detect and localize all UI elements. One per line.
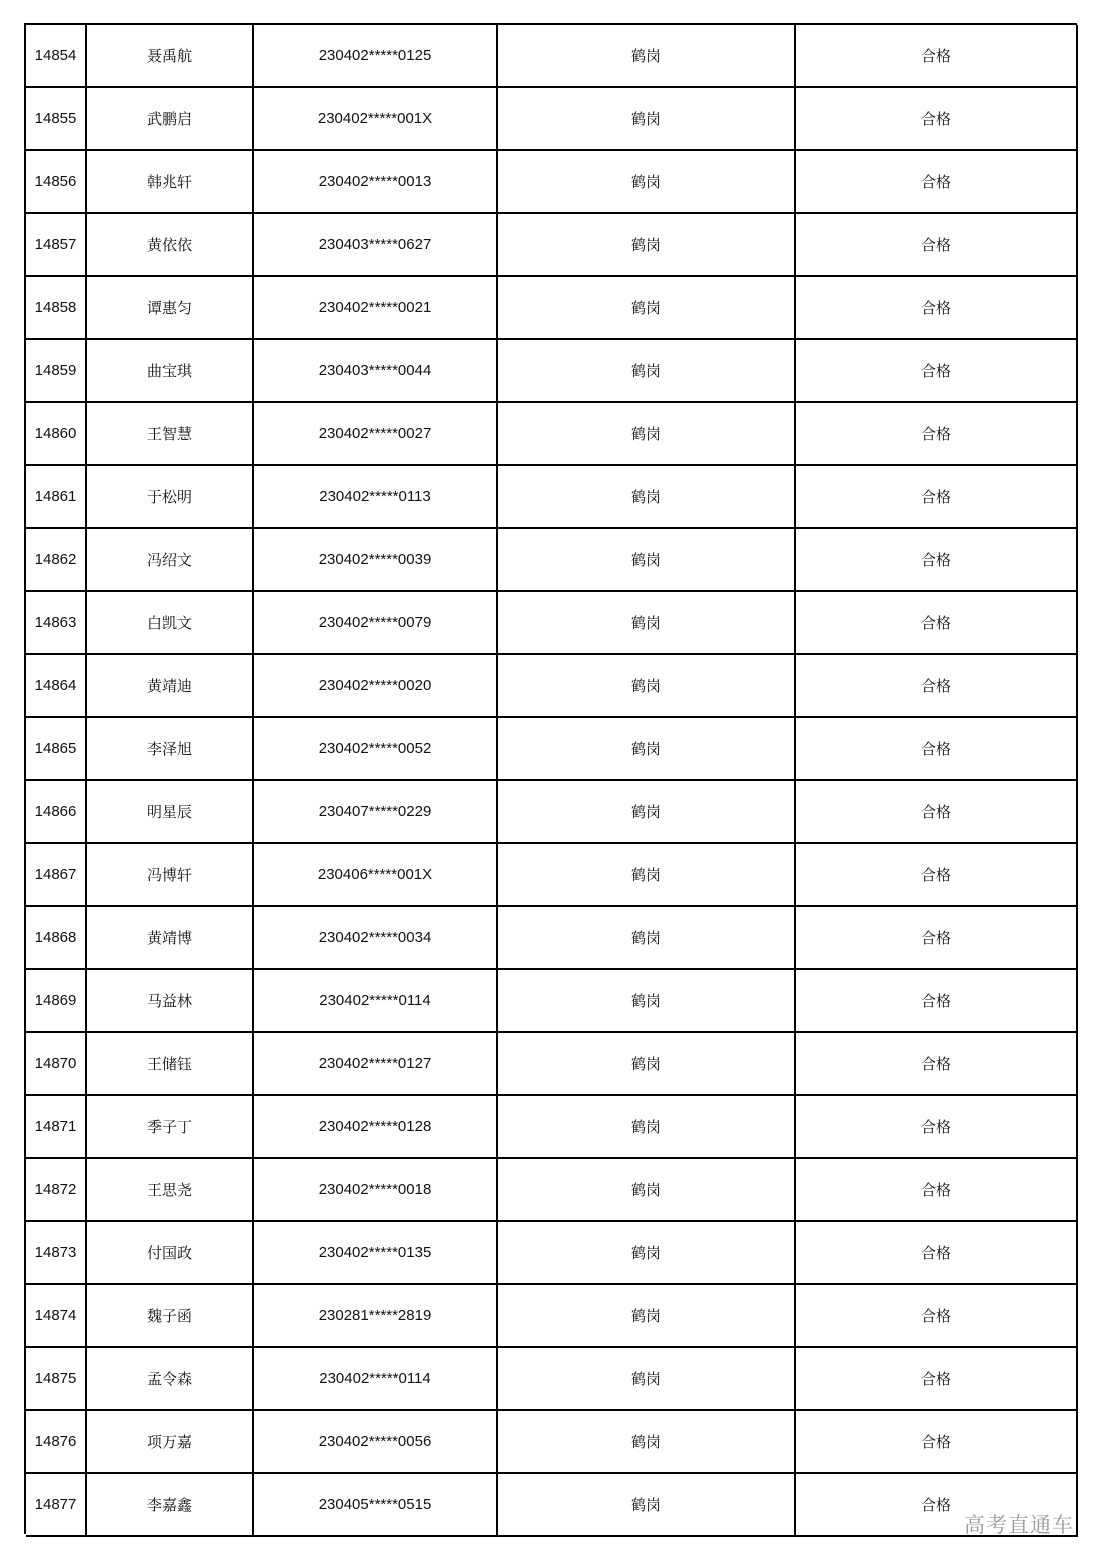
table-row xyxy=(26,969,1077,1032)
id-number-cell: 230402*****0056 xyxy=(253,1410,497,1473)
city-cell: 鹤岗 xyxy=(497,1095,795,1158)
id-number-cell: 230402*****0034 xyxy=(253,906,497,969)
table-row xyxy=(26,1410,1077,1473)
result-cell: 合格 xyxy=(795,465,1077,528)
result-cell: 合格 xyxy=(795,906,1077,969)
id-number-cell: 230402*****0135 xyxy=(253,1221,497,1284)
id-number-cell: 230406*****001X xyxy=(253,843,497,906)
city-cell: 鹤岗 xyxy=(497,276,795,339)
row-number-cell: 14869 xyxy=(26,969,86,1032)
table-row xyxy=(26,25,1077,87)
city-cell: 鹤岗 xyxy=(497,1473,795,1536)
table-row xyxy=(26,654,1077,717)
row-number-cell: 14871 xyxy=(26,1095,86,1158)
id-number-cell: 230402*****0113 xyxy=(253,465,497,528)
row-number-cell: 14855 xyxy=(26,87,86,150)
row-number-cell: 14865 xyxy=(26,717,86,780)
city-cell: 鹤岗 xyxy=(497,717,795,780)
row-number-cell: 14854 xyxy=(26,25,86,87)
row-number-cell: 14875 xyxy=(26,1347,86,1410)
city-cell: 鹤岗 xyxy=(497,1410,795,1473)
city-cell: 鹤岗 xyxy=(497,843,795,906)
city-cell: 鹤岗 xyxy=(497,213,795,276)
result-cell: 合格 xyxy=(795,1158,1077,1221)
candidate-name-cell: 聂禹航 xyxy=(86,25,253,87)
result-cell: 合格 xyxy=(795,276,1077,339)
candidate-name-cell: 魏子函 xyxy=(86,1284,253,1347)
candidate-name-cell: 李嘉鑫 xyxy=(86,1473,253,1536)
result-cell: 合格 xyxy=(795,1473,1077,1536)
city-cell: 鹤岗 xyxy=(497,339,795,402)
city-cell: 鹤岗 xyxy=(497,465,795,528)
result-cell: 合格 xyxy=(795,1410,1077,1473)
id-number-cell: 230402*****0021 xyxy=(253,276,497,339)
city-cell: 鹤岗 xyxy=(497,654,795,717)
result-cell: 合格 xyxy=(795,1284,1077,1347)
candidate-name-cell: 韩兆轩 xyxy=(86,150,253,213)
candidate-name-cell: 黄靖迪 xyxy=(86,654,253,717)
table-row xyxy=(26,1221,1077,1284)
row-number-cell: 14857 xyxy=(26,213,86,276)
row-number-cell: 14874 xyxy=(26,1284,86,1347)
table-row xyxy=(26,780,1077,843)
table-row xyxy=(26,402,1077,465)
city-cell: 鹤岗 xyxy=(497,87,795,150)
city-cell: 鹤岗 xyxy=(497,1347,795,1410)
result-cell: 合格 xyxy=(795,339,1077,402)
table-row xyxy=(26,1473,1077,1536)
result-cell: 合格 xyxy=(795,402,1077,465)
id-number-cell: 230402*****0114 xyxy=(253,969,497,1032)
id-number-cell: 230407*****0229 xyxy=(253,780,497,843)
city-cell: 鹤岗 xyxy=(497,1032,795,1095)
row-number-cell: 14867 xyxy=(26,843,86,906)
city-cell: 鹤岗 xyxy=(497,1284,795,1347)
result-cell: 合格 xyxy=(795,25,1077,87)
table-row xyxy=(26,1284,1077,1347)
row-number-cell: 14870 xyxy=(26,1032,86,1095)
table-row xyxy=(26,906,1077,969)
id-number-cell: 230402*****001X xyxy=(253,87,497,150)
candidate-name-cell: 冯绍文 xyxy=(86,528,253,591)
table-row xyxy=(26,339,1077,402)
result-cell: 合格 xyxy=(795,969,1077,1032)
result-cell: 合格 xyxy=(795,1032,1077,1095)
table-row xyxy=(26,1095,1077,1158)
id-number-cell: 230402*****0013 xyxy=(253,150,497,213)
candidate-name-cell: 付国政 xyxy=(86,1221,253,1284)
table-row xyxy=(26,1158,1077,1221)
roster-table xyxy=(26,25,1078,1537)
candidate-name-cell: 曲宝琪 xyxy=(86,339,253,402)
candidate-name-cell: 孟令森 xyxy=(86,1347,253,1410)
table-row xyxy=(26,528,1077,591)
city-cell: 鹤岗 xyxy=(497,528,795,591)
row-number-cell: 14873 xyxy=(26,1221,86,1284)
result-cell: 合格 xyxy=(795,591,1077,654)
row-number-cell: 14858 xyxy=(26,276,86,339)
id-number-cell: 230402*****0039 xyxy=(253,528,497,591)
city-cell: 鹤岗 xyxy=(497,906,795,969)
result-cell: 合格 xyxy=(795,87,1077,150)
roster-sheet xyxy=(24,23,1077,1534)
candidate-name-cell: 项万嘉 xyxy=(86,1410,253,1473)
candidate-name-cell: 黄靖博 xyxy=(86,906,253,969)
id-number-cell: 230281*****2819 xyxy=(253,1284,497,1347)
row-number-cell: 14861 xyxy=(26,465,86,528)
result-cell: 合格 xyxy=(795,1095,1077,1158)
roster-table-body xyxy=(26,25,1077,1536)
row-number-cell: 14859 xyxy=(26,339,86,402)
result-cell: 合格 xyxy=(795,213,1077,276)
candidate-name-cell: 王储钰 xyxy=(86,1032,253,1095)
id-number-cell: 230402*****0020 xyxy=(253,654,497,717)
candidate-name-cell: 白凯文 xyxy=(86,591,253,654)
id-number-cell: 230405*****0515 xyxy=(253,1473,497,1536)
result-cell: 合格 xyxy=(795,717,1077,780)
row-number-cell: 14866 xyxy=(26,780,86,843)
city-cell: 鹤岗 xyxy=(497,1221,795,1284)
row-number-cell: 14868 xyxy=(26,906,86,969)
city-cell: 鹤岗 xyxy=(497,591,795,654)
result-cell: 合格 xyxy=(795,528,1077,591)
city-cell: 鹤岗 xyxy=(497,1158,795,1221)
city-cell: 鹤岗 xyxy=(497,150,795,213)
candidate-name-cell: 于松明 xyxy=(86,465,253,528)
result-cell: 合格 xyxy=(795,780,1077,843)
watermark-text: 高考直通车 xyxy=(964,1513,1074,1537)
row-number-cell: 14872 xyxy=(26,1158,86,1221)
row-number-cell: 14864 xyxy=(26,654,86,717)
candidate-name-cell: 季子丁 xyxy=(86,1095,253,1158)
result-cell: 合格 xyxy=(795,843,1077,906)
row-number-cell: 14862 xyxy=(26,528,86,591)
id-number-cell: 230403*****0044 xyxy=(253,339,497,402)
candidate-name-cell: 明星辰 xyxy=(86,780,253,843)
row-number-cell: 14860 xyxy=(26,402,86,465)
row-number-cell: 14856 xyxy=(26,150,86,213)
result-cell: 合格 xyxy=(795,150,1077,213)
table-row xyxy=(26,87,1077,150)
row-number-cell: 14876 xyxy=(26,1410,86,1473)
city-cell: 鹤岗 xyxy=(497,402,795,465)
table-row xyxy=(26,150,1077,213)
row-number-cell: 14877 xyxy=(26,1473,86,1536)
candidate-name-cell: 马益林 xyxy=(86,969,253,1032)
candidate-name-cell: 谭惠匀 xyxy=(86,276,253,339)
id-number-cell: 230402*****0052 xyxy=(253,717,497,780)
result-cell: 合格 xyxy=(795,654,1077,717)
row-number-cell: 14863 xyxy=(26,591,86,654)
table-row xyxy=(26,717,1077,780)
city-cell: 鹤岗 xyxy=(497,25,795,87)
result-cell: 合格 xyxy=(795,1221,1077,1284)
id-number-cell: 230402*****0027 xyxy=(253,402,497,465)
id-number-cell: 230403*****0627 xyxy=(253,213,497,276)
id-number-cell: 230402*****0018 xyxy=(253,1158,497,1221)
table-row xyxy=(26,591,1077,654)
table-row xyxy=(26,843,1077,906)
candidate-name-cell: 武鹏启 xyxy=(86,87,253,150)
id-number-cell: 230402*****0127 xyxy=(253,1032,497,1095)
city-cell: 鹤岗 xyxy=(497,969,795,1032)
id-number-cell: 230402*****0114 xyxy=(253,1347,497,1410)
candidate-name-cell: 李泽旭 xyxy=(86,717,253,780)
candidate-name-cell: 黄依依 xyxy=(86,213,253,276)
table-row xyxy=(26,465,1077,528)
candidate-name-cell: 王思尧 xyxy=(86,1158,253,1221)
table-row xyxy=(26,1347,1077,1410)
candidate-name-cell: 冯博轩 xyxy=(86,843,253,906)
result-cell: 合格 xyxy=(795,1347,1077,1410)
table-row xyxy=(26,213,1077,276)
city-cell: 鹤岗 xyxy=(497,780,795,843)
candidate-name-cell: 王智慧 xyxy=(86,402,253,465)
table-row xyxy=(26,1032,1077,1095)
table-row xyxy=(26,276,1077,339)
id-number-cell: 230402*****0128 xyxy=(253,1095,497,1158)
id-number-cell: 230402*****0079 xyxy=(253,591,497,654)
id-number-cell: 230402*****0125 xyxy=(253,25,497,87)
